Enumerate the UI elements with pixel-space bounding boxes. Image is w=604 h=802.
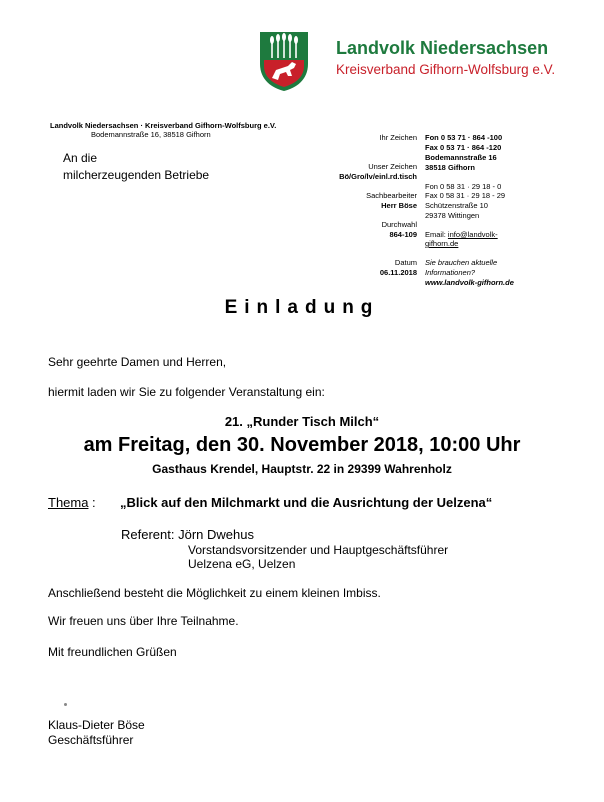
recipient-line2: milcherzeugenden Betriebe <box>63 168 210 182</box>
closing-phrase: Mit freundlichen Grüßen <box>48 645 177 659</box>
unser-zeichen-label: Unser Zeichen <box>368 162 417 171</box>
landvolk-logo <box>258 30 310 92</box>
sachbearbeiter-label: Sachbearbeiter <box>366 191 417 200</box>
durchwahl-value: 864-109 <box>389 230 417 239</box>
recipient-line1: An die <box>63 151 98 165</box>
street-wittingen: Schützenstraße 10 <box>425 201 488 210</box>
signature-mark <box>64 703 67 706</box>
thema-text: „Blick auf den Milchmarkt und die Ausrichtung der Uelzena“ <box>120 495 493 510</box>
event-date: am Freitag, den 30. November 2018, 10:00 Uhr <box>83 434 521 456</box>
ihr-zeichen-label: Ihr Zeichen <box>379 133 417 142</box>
fon-gifhorn: Fon 0 53 71 · 864 -100 <box>425 133 503 142</box>
thema-label: Thema <box>48 495 89 510</box>
signer-name: Klaus-Dieter Böse <box>48 718 145 732</box>
salutation: Sehr geehrte Damen und Herren, <box>48 355 227 369</box>
recipient-block <box>63 150 209 184</box>
intro-text: hiermit laden wir Sie zu folgender Veranstaltung ein: <box>48 385 325 399</box>
sender-address: Bodemannstraße 16, 38518 Gifhorn <box>91 130 211 139</box>
referent-company: Uelzena eG, Uelzen <box>188 557 296 571</box>
city-wittingen: 29378 Wittingen <box>425 211 480 220</box>
fax-wittingen: Fax 0 58 31 · 29 18 - 29 <box>425 191 506 200</box>
letter-title: Einladung <box>224 297 380 318</box>
paragraph-teilnahme: Wir freuen uns über Ihre Teilnahme. <box>48 614 239 628</box>
street-gifhorn: Bodemannstraße 16 <box>425 153 497 162</box>
referent-label: Referent: Jörn Dwehus <box>121 527 254 542</box>
website-link[interactable]: www.landvolk-gifhorn.de <box>425 278 514 287</box>
unser-zeichen-value: Bö/Gro/lv/einl.rd.tisch <box>339 172 417 181</box>
durchwahl-label: Durchwahl <box>381 220 417 229</box>
email-link-part1[interactable]: info@landvolk- <box>447 230 498 239</box>
email-prefix: Email: <box>425 230 448 239</box>
hint-line2: Informationen? <box>425 268 476 277</box>
org-subtitle: Kreisverband Gifhorn-Wolfsburg e.V. <box>336 62 556 77</box>
city-gifhorn: 38518 Gifhorn <box>425 163 476 172</box>
email-link-part2[interactable]: gifhorn.de <box>425 239 459 248</box>
sachbearbeiter-value: Herr Böse <box>381 201 417 210</box>
org-name: Landvolk Niedersachsen <box>336 38 549 58</box>
thema-colon: : <box>92 495 96 510</box>
datum-label: Datum <box>394 258 417 267</box>
email-line <box>425 230 498 239</box>
event-name: 21. „Runder Tisch Milch“ <box>224 414 380 429</box>
datum-value: 06.11.2018 <box>379 268 417 277</box>
paragraph-imbiss: Anschließend besteht die Möglichkeit zu einem kleinen Imbiss. <box>48 586 381 600</box>
event-venue: Gasthaus Krendel, Hauptstr. 22 in 29399 Wahrenholz <box>152 462 452 476</box>
referent-position: Vorstandsvorsitzender und Hauptgeschäftsführer <box>188 543 449 557</box>
fax-gifhorn: Fax 0 53 71 · 864 -120 <box>425 143 502 152</box>
signer-title: Geschäftsführer <box>48 733 134 747</box>
fon-wittingen: Fon 0 58 31 · 29 18 - 0 <box>425 182 502 191</box>
sender-line: Landvolk Niedersachsen · Kreisverband Gifhorn-Wolfsburg e.V. <box>50 121 277 130</box>
hint-line1: Sie brauchen aktuelle <box>425 258 498 267</box>
